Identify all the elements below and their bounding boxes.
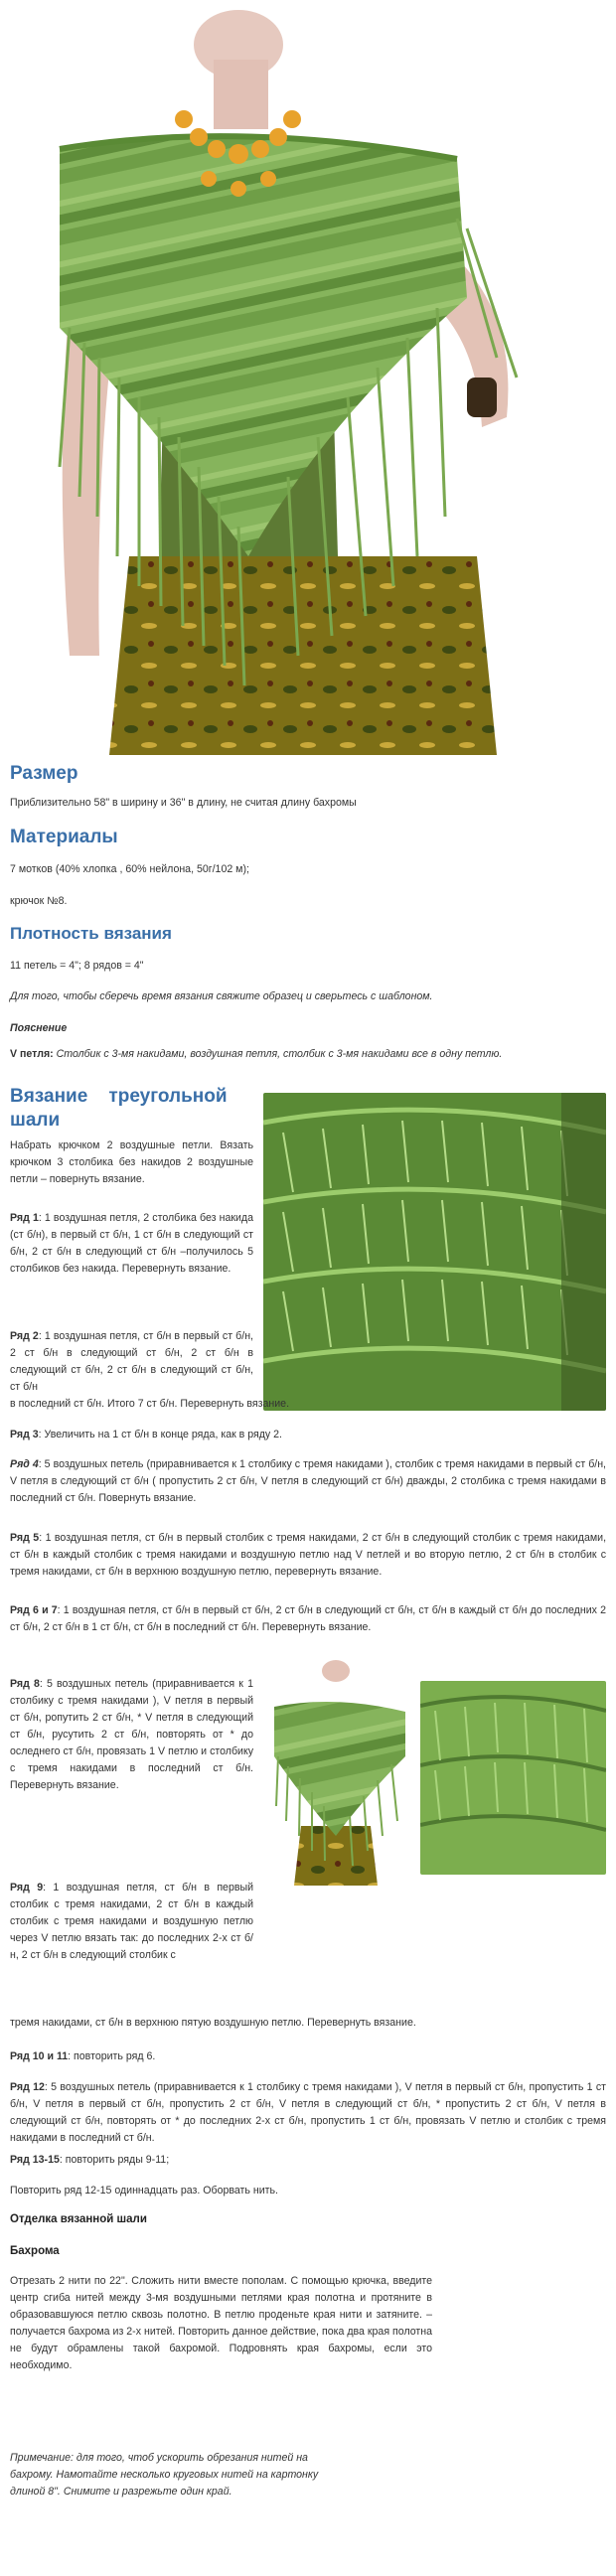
fringe-note — [10, 2450, 437, 2500]
row-4-label: Ряд 4 — [10, 1458, 39, 1470]
fringe-heading: Бахрома — [10, 2245, 60, 2257]
row-2-continued: в последний ст б/н. Итого 7 ст б/н. Перевернуть вязание. — [10, 1398, 290, 1410]
repeat-instruction: Повторить ряд 12-15 одиннадцать раз. Оборвать нить. — [10, 2185, 278, 2197]
explanation-v-loop — [10, 1046, 604, 1063]
stitch-closeup-photo — [263, 1093, 606, 1411]
materials-yarn: 7 мотков (40% хлопка , 60% нейлона, 50г/102 м); — [10, 863, 249, 875]
materials-heading: Материалы — [10, 827, 118, 847]
row-8-text: : 5 воздушных петель (приравнивается к 1 столбику с тремя накидами ), V петля в первый ст б/н, ропутить 2 ст б/н, * V петля в следующий ст б/н, русутить 2 ст б/н, повторять от * до оследнего ст б/н, провязать 1 V петлю и столбику с тремя накидами в последний ст б/н. Перевернуть вязание. — [10, 1678, 253, 1791]
row-1-text: : 1 воздушная петля, 2 столбика без накида (ст б/н), в первый ст б/н, 1 ст б/н в следующий ст б/н, 2 ст б/н в следующий ст б/н –получилось 5 столбиков без накида. Перевернуть вязание. — [10, 1212, 253, 1275]
materials-hook: крючок №8. — [10, 895, 68, 907]
row-2 — [10, 1328, 253, 1396]
row-12-label: Ряд 12 — [10, 2081, 45, 2093]
shawl-photo-small — [266, 1657, 415, 1886]
row-1-label: Ряд 1 — [10, 1212, 39, 1224]
row-9 — [10, 1880, 253, 1964]
gauge-heading: Плотность вязания — [10, 924, 172, 943]
shawl-photo-small-illustration — [266, 1657, 415, 1886]
shawl-photo-main-illustration — [0, 0, 616, 755]
knitting-heading-line1: Вязание треугольной — [10, 1086, 228, 1107]
row-9-label: Ряд 9 — [10, 1882, 44, 1894]
knitting-heading — [10, 1085, 253, 1133]
fringe-note-line1: Примечание: для того, чтоб ускорить обрезания нитей на — [10, 2452, 308, 2464]
row-9-continued: тремя накидами, ст б/н в верхнюю пятую воздушную петлю. Перевернуть вязание. — [10, 2017, 416, 2029]
row-13-15-label: Ряд 13-15 — [10, 2154, 60, 2166]
row-1 — [10, 1210, 253, 1278]
fringe-text: Отрезать 2 нити по 22". Сложить нити вместе пополам. С помощью крючка, введите центр сгиба нитей между 3-мя воздушными петлями края полотна и протяните в образовавшуюся петлю сквозь полотно. В петлю проденьте края нити и затяните. – получается бахрома из 2-х нитей. Повторить данное действие, пока два края полотна не будут обрамлены такой бахромой. Подровнять края бахромы, если это необходимо. — [10, 2275, 432, 2371]
row-2-label: Ряд 2 — [10, 1330, 39, 1342]
gauge-note: Для того, чтобы сберечь время вязания свяжите образец и сверьтесь с шаблоном. — [10, 990, 433, 1002]
row-10-11 — [10, 2048, 606, 2065]
row-5-label: Ряд 5 — [10, 1532, 40, 1544]
fringe-note-line3: длиной 8". Снимите и разрежьте один край. — [10, 2486, 232, 2498]
shawl-photo-main — [0, 0, 616, 755]
knitting-heading-line2: шали — [10, 1110, 61, 1131]
finishing-heading: Отделка вязанной шали — [10, 2213, 147, 2225]
row-6-7 — [10, 1602, 606, 1636]
stitch-closeup-illustration — [263, 1093, 606, 1411]
knitting-intro: Набрать крючком 2 воздушные петли. Вязать крючком 3 столбика без накидов 2 воздушные петли – повернуть вязание. — [10, 1139, 253, 1185]
row-10-11-text: : повторить ряд 6. — [68, 2050, 156, 2062]
row-5-text: : 1 воздушная петля, ст б/н в первый столбик с тремя накидами, 2 ст б/н в следующий столбик с тремя накидами, ст б/н в каждый столбик с тремя накидами и воздушную петлю над V петлей и во вторую петлю, 2 ст б/н в столбик с тремя накидами, ст б/н в верхнюю воздушную петлю, перевернуть вязание. — [10, 1532, 607, 1578]
gauge-text: 11 петель = 4"; 8 рядов = 4" — [10, 960, 144, 972]
row-4-text: : 5 воздушных петель (приравнивается к 1 столбику с тремя накидами ), столбик с тремя накидами в первый ст б/н, V петля в следующий ст б/н ( пропустить 2 ст б/н, V петля в следующий ст б/н) дважды, 2 столбика с тремя накидами в последний ст б/н. Повернуть вязание. — [10, 1458, 606, 1504]
row-12-text: : 5 воздушных петель (приравнивается к 1 столбику с тремя накидами ), V петля в первый ст б/н, пропустить 1 ст б/н, V петля в первый ст б/н, пропустить 2 ст б/н, V петля в следующий ст б/н, * пропустить 2 ст б/н, V петля в следующий ст б/н, повторять от * до последних 2-х ст б/н, пропустить 1 ст б/н, провязать V петлю и столбик с тремя накидами в последний ст б/н. — [10, 2081, 606, 2144]
row-12 — [10, 2079, 606, 2147]
row-6-7-text: : 1 воздушная петля, ст б/н в первый ст б/н, 2 ст б/н в следующий ст б/н, ст б/н в каждый ст б/н до последних 2 ст б/н, 2 ст б/н в 1 ст б/н, ст б/н в последний ст б/н. Перевернуть вязание. — [10, 1604, 606, 1633]
row-13-15-text: : повторить ряды 9-11; — [59, 2154, 170, 2166]
row-9-text: : 1 воздушная петля, ст б/н в первый столбик с тремя накидами, 2 ст б/н в каждый столбик с тремя накидами и воздушную петлю через V петлю вязать так: до последних 2-х ст б/н, 2 ст б/н в следующий столбик с — [10, 1882, 254, 1961]
stitch-closeup-small-illustration — [420, 1681, 606, 1875]
row-3-text: : Увеличить на 1 ст б/н в конце ряда, как в ряду 2. — [38, 1429, 283, 1440]
row-8 — [10, 1676, 253, 1794]
row-4 — [10, 1456, 606, 1507]
row-3-label: Ряд 3 — [10, 1429, 39, 1440]
row-2-text: : 1 воздушная петля, ст б/н в первый ст б/н, 2 ст б/н в следующий ст б/н, 2 ст б/н в следующий ст б/н, 2 ст б/н в следующий ст б/н, ст б/н — [10, 1330, 253, 1393]
size-text: Приблизительно 58" в ширину и 36" в длину, не считая длину бахромы — [10, 797, 357, 809]
size-heading: Размер — [10, 763, 78, 784]
stitch-closeup-photo-small — [420, 1681, 606, 1875]
row-13-15 — [10, 2152, 606, 2169]
row-5 — [10, 1530, 606, 1581]
explanation-label: Пояснение — [10, 1022, 68, 1034]
row-6-7-label: Ряд 6 и 7 — [10, 1604, 58, 1616]
v-loop-definition: Столбик с 3-мя накидами, воздушная петля, столбик с 3-мя накидами все в одну петлю. — [53, 1048, 503, 1060]
row-8-label: Ряд 8 — [10, 1678, 40, 1690]
row-3 — [10, 1427, 606, 1443]
v-loop-term: V петля: — [10, 1048, 54, 1060]
fringe-note-line2: бахрому. Намотайте несколько круговых нитей на картонку — [10, 2469, 319, 2481]
row-10-11-label: Ряд 10 и 11 — [10, 2050, 69, 2062]
